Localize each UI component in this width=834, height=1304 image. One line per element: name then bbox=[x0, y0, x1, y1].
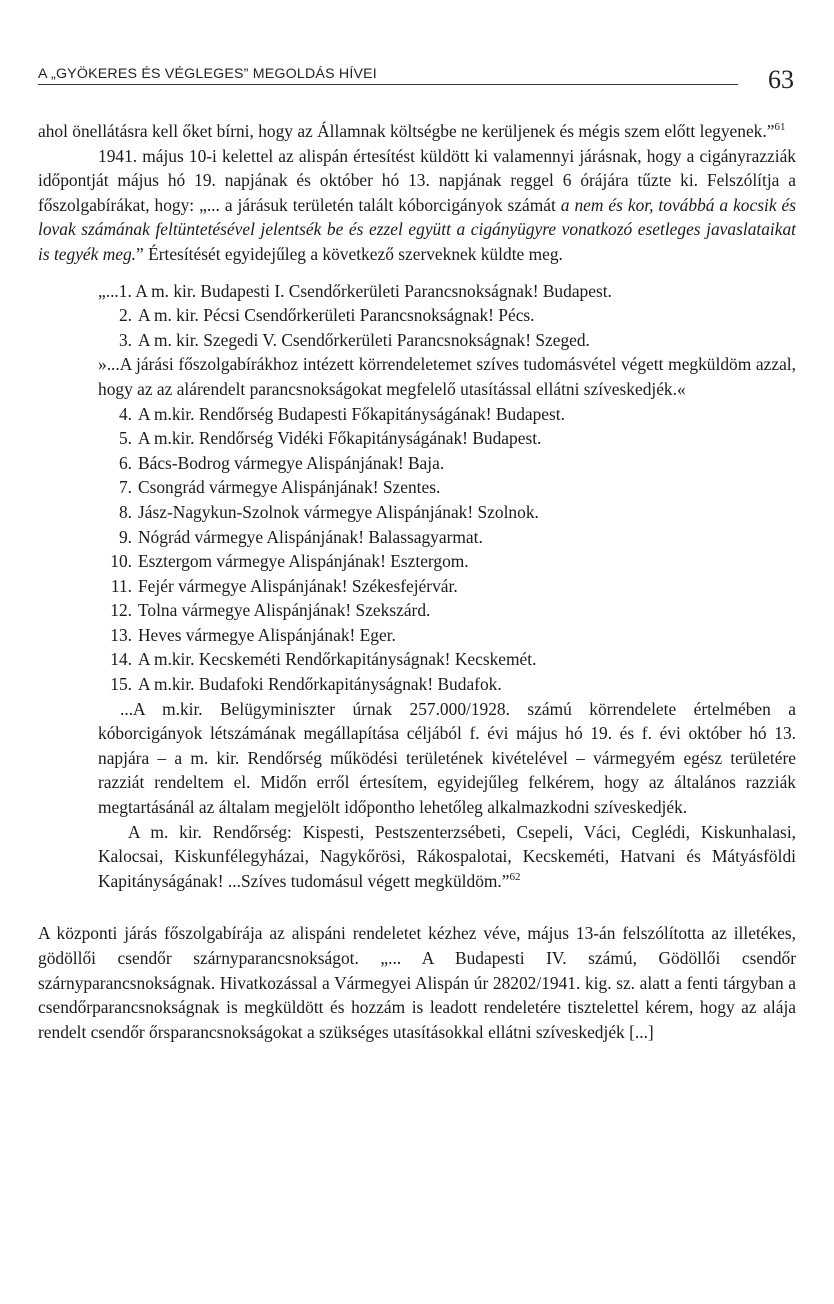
list-item bbox=[98, 451, 796, 476]
list-item-number: 14. bbox=[110, 649, 132, 670]
quote-police-text: A m. kir. Rendőrség: Kispesti, Pestszenterzsébeti, Csepeli, Váci, Ceglédi, Kiskunhalasi, Kalocsai, Kiskunfélegyházai, Nagykőrösi, Rákospalotai, Kecskeméti, Hatvani és Mátyásföldi Kapitányságának! ...Szíves tudomásul végett megküldöm.” bbox=[98, 821, 796, 891]
list-item-text: „...1. A m. kir. Budapesti I. Csendőrkerületi Parancsnokságnak! Budapest. bbox=[98, 280, 612, 301]
list-item-number: 12. bbox=[110, 600, 132, 621]
list-item bbox=[98, 500, 796, 525]
list-item-text: A m.kir. Budafoki Rendőrkapitányságnak! Budafok. bbox=[138, 674, 502, 695]
paragraph-2-text-a: 1941. május 10-i kelettel az alispán értesítést küldött ki valamennyi járásnak, hogy a cigányrazziák időpontját május hó 19. napjának és október hó 13. napjának reggel 6 órájára tűzte ki. Felszólítja a főszolgabírákat, hogy: „... a járásuk területén talált kóborcigányok számát bbox=[38, 145, 796, 215]
list-item-number: 11. bbox=[110, 575, 132, 596]
quote-decree-paragraph: ...A m.kir. Belügyminiszter úrnak 257.000/1928. számú körrendelete értelmében a kóborcigányok létszámának megállapítása céljából f. évi május hó 19. és f. évi október hó 13. napjára – a m. kir. Rendőrség működési területének kivételével – vármegyém egész területére razziát rendeltem el. Midőn erről értesítem, egyidejűleg felkérem, hogy az általános razziák megtartásánál az általam megjelölt időpontho lehetőleg alkalmazkodni szíveskedjék. bbox=[98, 698, 796, 818]
list-item bbox=[98, 402, 796, 427]
list-item-text: Tolna vármegye Alispánjának! Szekszárd. bbox=[138, 600, 431, 621]
list-item-text: A m.kir. Kecskeméti Rendőrkapitányságnak! Kecskemét. bbox=[138, 649, 537, 670]
list-item-number: 9. bbox=[118, 526, 132, 547]
list-item-text: Esztergom vármegye Alispánjának! Esztergom. bbox=[138, 551, 469, 572]
list-item bbox=[98, 574, 796, 599]
list-item-text: Fejér vármegye Alispánjának! Székesfejérvár. bbox=[138, 575, 458, 596]
quote-police-paragraph bbox=[98, 820, 796, 894]
list-item-number: 13. bbox=[110, 624, 132, 645]
list-item-text: A m.kir. Rendőrség Vidéki Főkapitányságának! Budapest. bbox=[138, 428, 542, 449]
block-quote bbox=[98, 279, 796, 894]
list-item-text: Jász-Nagykun-Szolnok vármegye Alispánjának! Szolnok. bbox=[138, 501, 539, 522]
list-item-text: A m. kir. Szegedi V. Csendőrkerületi Parancsnokságnak! Szeged. bbox=[138, 329, 590, 350]
list-item bbox=[98, 328, 796, 353]
final-paragraph: A központi járás főszolgabírája az alispáni rendeletet kézhez véve, május 13-án felszólította az illetékes, gödöllői csendőr szárnyparancsnokságot. „... A Budapesti IV. számú, Gödöllői csendőr szárnyparancsnokságnak. Hivatkozással a Vármegyei Alispán úr 28202/1941. kig. sz. alatt a fenti tárgyban a csendőrparancsnokságnak is megküldött és hozzám is leadott rendeletére tisztelettel kérem, hogy az alája rendelt csendőr őrsparancsnokságokat a szükséges utasításokkal ellátni szíveskedjék [...] bbox=[38, 923, 796, 1042]
list-item-number: 4. bbox=[118, 403, 132, 424]
list-item bbox=[98, 598, 796, 623]
paragraph-1 bbox=[38, 119, 796, 144]
list-item bbox=[98, 475, 796, 500]
list-item-text: Heves vármegye Alispánjának! Eger. bbox=[138, 624, 396, 645]
page-header bbox=[38, 62, 794, 94]
page-body bbox=[38, 119, 796, 1044]
paragraph-2-italic: a nem és kor, továbbá a kocsik és lovak számának feltüntetésével jelentsék be és ezzel együtt a cigányügyre vonatkozó esetleges javaslataikat is tegyék meg. bbox=[38, 194, 797, 264]
list-item-number: 5. bbox=[118, 428, 132, 449]
header-rule bbox=[38, 84, 738, 85]
list-item-number: 6. bbox=[118, 452, 132, 473]
paragraph-2 bbox=[38, 144, 796, 267]
list-item bbox=[98, 525, 796, 550]
list-item bbox=[98, 279, 796, 304]
recipient-list-2 bbox=[98, 402, 796, 697]
list-item-text: Nógrád vármegye Alispánjának! Balassagyarmat. bbox=[138, 526, 483, 547]
footnote-ref-61: 61 bbox=[774, 121, 786, 133]
list-item-text: A m. kir. Pécsi Csendőrkerületi Parancsnokságnak! Pécs. bbox=[138, 305, 535, 326]
list-item bbox=[98, 647, 796, 672]
list-item bbox=[98, 672, 796, 697]
list-item bbox=[98, 426, 796, 451]
list-item-number: 10. bbox=[110, 551, 132, 572]
paragraph-2-text-b: ” Értesítését egyidejűleg a következő szerveknek küldte meg. bbox=[136, 243, 563, 264]
list-item-text: A m.kir. Rendőrség Budapesti Főkapitányságának! Budapest. bbox=[138, 403, 565, 424]
list-item-number: 8. bbox=[118, 501, 132, 522]
paragraph-1-text: ahol önellátásra kell őket bírni, hogy az Államnak költségbe ne kerüljenek és mégis szem előtt legyenek.” bbox=[38, 121, 775, 141]
recipient-list-1 bbox=[98, 279, 796, 353]
footnote-ref-62: 62 bbox=[509, 870, 521, 883]
list-item bbox=[98, 549, 796, 574]
list-item-number: 15. bbox=[110, 674, 132, 695]
quote-middle-paragraph: »...A járási főszolgabírákhoz intézett körrendeletemet szíves tudomásvétel végett megküldöm azzal, hogy az az alárendelt parancsnokságokat megfelelő utasítással ellátni szíveskedjék.« bbox=[98, 354, 796, 399]
list-item bbox=[98, 623, 796, 648]
list-item-text: Csongrád vármegye Alispánjának! Szentes. bbox=[138, 477, 441, 498]
list-item-number: 2. bbox=[118, 305, 132, 326]
list-item-number: 7. bbox=[118, 477, 132, 498]
list-item bbox=[98, 303, 796, 328]
list-item-text: Bács-Bodrog vármegye Alispánjának! Baja. bbox=[138, 452, 445, 473]
page-number: 63 bbox=[768, 65, 794, 94]
running-title: A „GYÖKERES ÉS VÉGLEGES” MEGOLDÁS HÍVEI bbox=[38, 66, 377, 82]
list-item-number: 3. bbox=[118, 329, 132, 350]
